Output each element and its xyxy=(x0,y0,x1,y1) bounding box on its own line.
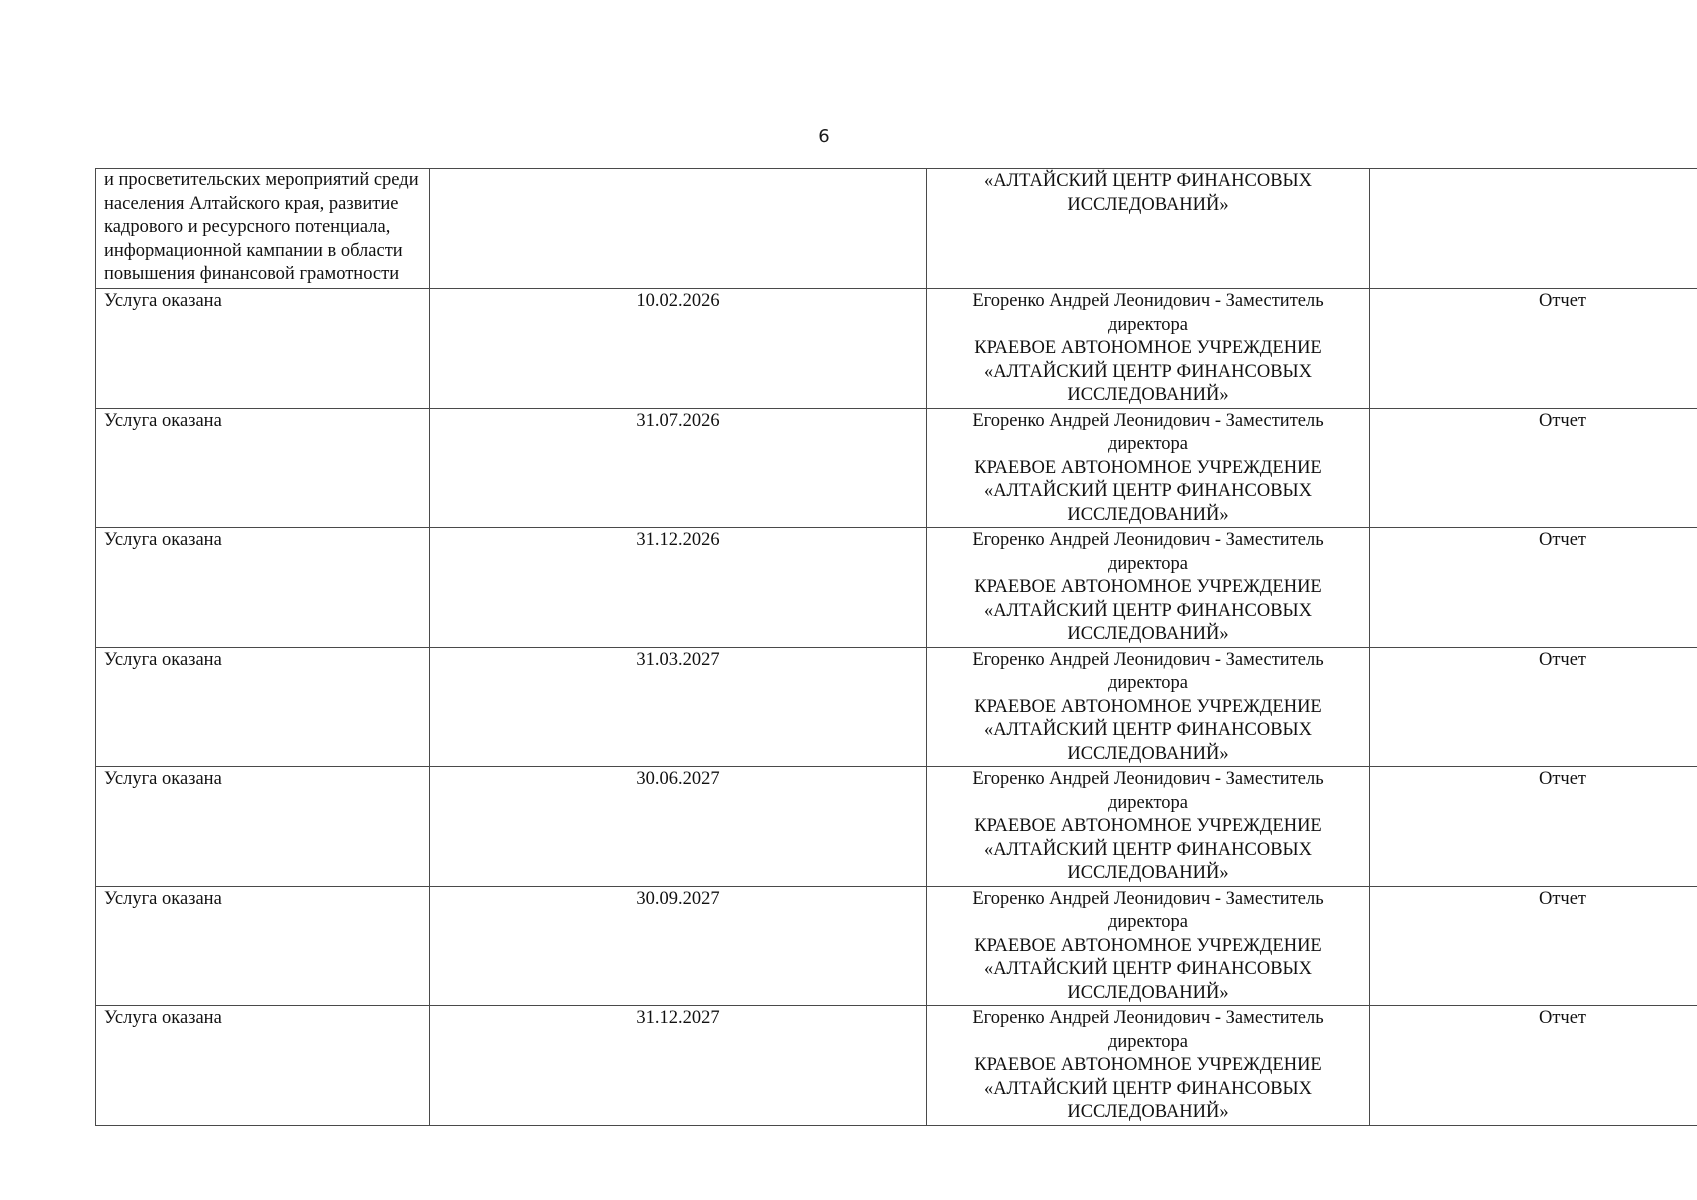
responsible-line: директора xyxy=(1107,912,1189,932)
table-row xyxy=(96,767,1697,887)
responsible-cell xyxy=(927,528,1370,648)
date-cell: 31.12.2027 xyxy=(430,1006,927,1126)
responsible-line: КРАЕВОЕ АВТОНОМНОЕ УЧРЕЖДЕНИЕ xyxy=(974,338,1322,358)
document-cell: Отчет xyxy=(1370,767,1697,887)
table-row xyxy=(96,1006,1697,1126)
document-cell xyxy=(1370,169,1697,289)
responsible-line: «АЛТАЙСКИЙ ЦЕНТР ФИНАНСОВЫХ xyxy=(983,720,1313,740)
document-cell: Отчет xyxy=(1370,289,1697,409)
responsible-line: директора xyxy=(1107,792,1189,813)
event-description-cell xyxy=(96,169,430,289)
page-number: 6 xyxy=(818,126,830,147)
event-description-line: информационной кампании в области xyxy=(104,240,403,261)
responsible-line: ИССЛЕДОВАНИЙ» xyxy=(1067,504,1229,525)
status-cell: Услуга оказана xyxy=(96,767,430,887)
status-cell: Услуга оказана xyxy=(96,408,430,528)
responsible-line: директора xyxy=(1107,553,1189,574)
responsible-line: Егоренко Андрей Леонидович - Заместитель xyxy=(972,1008,1324,1028)
responsible-line: КРАЕВОЕ АВТОНОМНОЕ УЧРЕЖДЕНИЕ xyxy=(974,935,1322,956)
responsible-cell xyxy=(927,289,1370,409)
responsible-line: КРАЕВОЕ АВТОНОМНОЕ УЧРЕЖДЕНИЕ xyxy=(974,696,1322,717)
event-description-line: и просветительских мероприятий среди xyxy=(104,170,419,190)
responsible-line: директора xyxy=(1107,314,1189,335)
responsible-line: Егоренко Андрей Леонидович - Заместитель xyxy=(972,410,1324,431)
date-cell: 31.12.2026 xyxy=(430,528,927,648)
responsible-line: ИССЛЕДОВАНИЙ» xyxy=(1067,624,1229,644)
responsible-line: Егоренко Андрей Леонидович - Заместитель xyxy=(972,888,1324,909)
table-row xyxy=(96,886,1697,1006)
responsible-line: Егоренко Андрей Леонидович - Заместитель xyxy=(972,649,1324,670)
responsible-line: КРАЕВОЕ АВТОНОМНОЕ УЧРЕЖДЕНИЕ xyxy=(974,816,1322,836)
responsible-cell xyxy=(927,767,1370,887)
table-row xyxy=(96,408,1697,528)
responsible-line: ИССЛЕДОВАНИЙ» xyxy=(1067,982,1229,1003)
status-cell: Услуга оказана xyxy=(96,289,430,409)
responsible-line: Егоренко Андрей Леонидович - Заместитель xyxy=(972,769,1324,789)
event-description-line: кадрового и ресурсного потенциала, xyxy=(104,217,391,237)
status-cell: Услуга оказана xyxy=(96,886,430,1006)
responsible-line: директора xyxy=(1107,673,1189,693)
date-cell xyxy=(430,169,927,289)
document-cell: Отчет xyxy=(1370,1006,1697,1126)
responsible-line: «АЛТАЙСКИЙ ЦЕНТР ФИНАНСОВЫХ xyxy=(983,959,1313,979)
status-cell: Услуга оказана xyxy=(96,647,430,767)
responsible-cell xyxy=(927,169,1370,289)
responsible-cell xyxy=(927,408,1370,528)
responsible-line: «АЛТАЙСКИЙ ЦЕНТР ФИНАНСОВЫХ xyxy=(983,839,1313,860)
date-cell: 31.07.2026 xyxy=(430,408,927,528)
responsible-line: директора xyxy=(1107,434,1189,454)
responsible-line: КРАЕВОЕ АВТОНОМНОЕ УЧРЕЖДЕНИЕ xyxy=(974,457,1322,478)
responsible-line: КРАЕВОЕ АВТОНОМНОЕ УЧРЕЖДЕНИЕ xyxy=(974,1055,1322,1075)
responsible-cell xyxy=(927,1006,1370,1126)
responsible-cell xyxy=(927,647,1370,767)
responsible-line: ИССЛЕДОВАНИЙ» xyxy=(1067,385,1229,405)
document-cell: Отчет xyxy=(1370,647,1697,767)
table-row xyxy=(96,289,1697,409)
responsible-line: директора xyxy=(1107,1031,1189,1052)
responsible-line: Егоренко Андрей Леонидович - Заместитель xyxy=(972,291,1324,311)
date-cell: 30.09.2027 xyxy=(430,886,927,1006)
table-row xyxy=(96,528,1697,648)
responsible-line: Егоренко Андрей Леонидович - Заместитель xyxy=(972,530,1324,550)
responsible-cell xyxy=(927,886,1370,1006)
status-cell: Услуга оказана xyxy=(96,1006,430,1126)
responsible-line: «АЛТАЙСКИЙ ЦЕНТР ФИНАНСОВЫХ xyxy=(983,361,1313,382)
table-body xyxy=(96,169,1697,1126)
table-row-continuation xyxy=(96,169,1697,289)
document-cell: Отчет xyxy=(1370,528,1697,648)
responsible-line: «АЛТАЙСКИЙ ЦЕНТР ФИНАНСОВЫХ xyxy=(983,171,1313,191)
responsible-line: ИССЛЕДОВАНИЙ» xyxy=(1067,743,1229,764)
event-description-line: повышения финансовой грамотности xyxy=(104,264,400,284)
responsible-line: КРАЕВОЕ АВТОНОМНОЕ УЧРЕЖДЕНИЕ xyxy=(974,577,1322,597)
responsible-line: «АЛТАЙСКИЙ ЦЕНТР ФИНАНСОВЫХ xyxy=(983,600,1313,621)
document-cell: Отчет xyxy=(1370,408,1697,528)
status-cell: Услуга оказана xyxy=(96,528,430,648)
date-cell: 31.03.2027 xyxy=(430,647,927,767)
date-cell: 30.06.2027 xyxy=(430,767,927,887)
date-cell: 10.02.2026 xyxy=(430,289,927,409)
document-cell: Отчет xyxy=(1370,886,1697,1006)
event-description-line: населения Алтайского края, развитие xyxy=(104,193,399,214)
responsible-line: «АЛТАЙСКИЙ ЦЕНТР ФИНАНСОВЫХ xyxy=(983,481,1313,501)
table-row xyxy=(96,647,1697,767)
report-table xyxy=(95,168,1697,1126)
responsible-line: «АЛТАЙСКИЙ ЦЕНТР ФИНАНСОВЫХ xyxy=(983,1078,1313,1099)
responsible-line: ИССЛЕДОВАНИЙ» xyxy=(1067,1102,1229,1122)
responsible-line: ИССЛЕДОВАНИЙ» xyxy=(1067,194,1229,215)
responsible-line: ИССЛЕДОВАНИЙ» xyxy=(1067,863,1229,883)
